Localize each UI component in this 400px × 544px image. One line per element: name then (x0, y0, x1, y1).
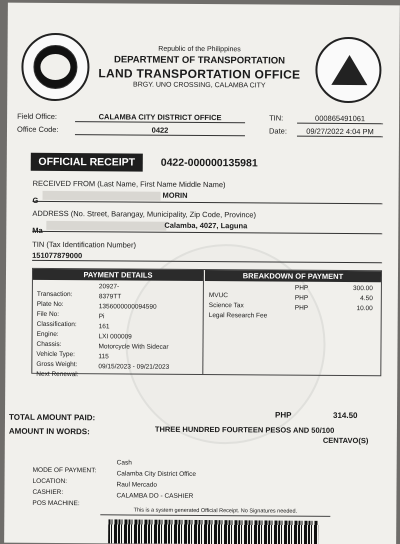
office-code-value: 0422 (75, 125, 245, 136)
location-label: LOCATION: (32, 477, 68, 486)
payment-detail-value: 09/15/2023 - 09/21/2023 (98, 363, 170, 371)
redaction-block (43, 191, 161, 201)
payment-detail-value: Pi (98, 313, 105, 321)
payment-detail-value: 161 (98, 323, 110, 331)
payment-detail-value: 115 (98, 353, 109, 361)
location-value: Calamba City District Office (116, 470, 196, 478)
payment-detail-value: 8379TT (98, 293, 122, 301)
payment-detail-label: Transaction: (36, 290, 73, 299)
payment-details-rows (36, 283, 199, 379)
payment-detail-value: 20927- (98, 283, 120, 291)
official-receipt-document (4, 3, 400, 544)
payment-detail-label: Chassis: (36, 340, 62, 349)
payment-detail-value: LXI 000009 (98, 333, 132, 341)
breakdown-label: Legal Research Fee (208, 312, 268, 320)
mode-value: Cash (116, 459, 132, 467)
payment-detail-value: 1356000000094590 (98, 303, 157, 311)
received-from-label: RECEIVED FROM (Last Name, First Name Middle Name) (32, 178, 226, 190)
cashier-value: Raul Mercado (116, 481, 158, 489)
breakdown-header: BREAKDOWN OF PAYMENT (205, 270, 381, 282)
receipt-number: 0422-000000135981 (160, 156, 258, 170)
field-office-label: Field Office: (17, 111, 58, 121)
payment-detail-label: Vehicle Type: (36, 350, 76, 359)
breakdown-row (208, 304, 377, 320)
payment-table (31, 268, 382, 379)
field-office-value: CALAMBA CITY DISTRICT OFFICE (75, 112, 245, 123)
address-end: Calamba, 4027, Laguna (164, 220, 248, 231)
breakdown-currency: PHP (294, 304, 309, 312)
payment-detail-row (36, 360, 198, 379)
department-title: DEPARTMENT OF TRANSPORTATION (113, 54, 286, 67)
total-amount-value: 314.50 (332, 410, 358, 421)
amount-words-label: AMOUNT IN WORDS: (8, 426, 90, 437)
payment-detail-label: Plate No: (36, 300, 64, 309)
table-divider (202, 270, 204, 374)
breakdown-rows (208, 284, 377, 320)
tin-id-value: 151077879000 (32, 251, 382, 263)
payment-detail-value: Motorcycle With Sidecar (98, 343, 169, 351)
office-address: BRGY. UNO CROSSING, CALAMBA CITY (133, 81, 266, 90)
republic-text: Republic of the Philippines (158, 45, 241, 54)
payment-detail-label: File No: (36, 310, 60, 319)
office-code-label: Office Code: (16, 124, 59, 134)
barcode (108, 519, 318, 544)
address-label: ADDRESS (No. Street, Barangay, Municipality, Zip Code, Province) (32, 208, 257, 220)
address-line (32, 220, 382, 234)
breakdown-label: Science Tax (208, 302, 244, 310)
date-label: Date: (268, 126, 287, 136)
received-from-end: MORIN (162, 190, 188, 200)
redaction-block (46, 221, 166, 231)
breakdown-label: MVUC (208, 292, 229, 300)
total-amount-label: TOTAL AMOUNT PAID: (8, 412, 96, 423)
breakdown-amount: 10.00 (356, 305, 373, 313)
date-value: 09/27/2022 4:04 PM (297, 127, 383, 138)
pos-value: CALAMBA DO - CASHIER (116, 492, 194, 500)
pos-label: POS MACHINE: (32, 499, 80, 508)
payment-detail-label: Next Renewal: (36, 370, 79, 379)
address-start: Ma (32, 225, 43, 235)
official-receipt-title: OFFICIAL RECEIPT (31, 153, 143, 172)
tin-id-label: TIN (Tax Identification Number) (32, 239, 137, 250)
cashier-label: CASHIER: (32, 488, 64, 497)
breakdown-currency: PHP (294, 284, 309, 292)
breakdown-amount: 4.50 (360, 295, 373, 303)
amount-words-line1: THREE HUNDRED FOURTEEN PESOS AND 50/100 (154, 424, 335, 435)
payment-detail-label: Gross Weight: (36, 360, 78, 369)
system-generated-notice: This is a system generated Official Receipt. No Signatures needed. (100, 507, 330, 517)
tin-label: TIN: (269, 113, 284, 123)
office-title: LAND TRANSPORTATION OFFICE (98, 66, 301, 82)
total-currency: PHP (274, 410, 292, 420)
payment-details-header: PAYMENT DETAILS (33, 269, 203, 281)
amount-words-line2: CENTAVO(S) (322, 435, 369, 446)
received-from-line (32, 190, 382, 204)
received-from-start: G (32, 195, 39, 205)
payment-detail-label: Engine: (36, 330, 59, 339)
tin-value: 000865491061 (297, 114, 383, 125)
breakdown-amount: 300.00 (352, 285, 373, 293)
mode-label: MODE OF PAYMENT: (32, 466, 97, 475)
footer-info (32, 459, 232, 508)
breakdown-currency: PHP (294, 294, 309, 302)
payment-detail-label: Classification: (36, 320, 77, 329)
